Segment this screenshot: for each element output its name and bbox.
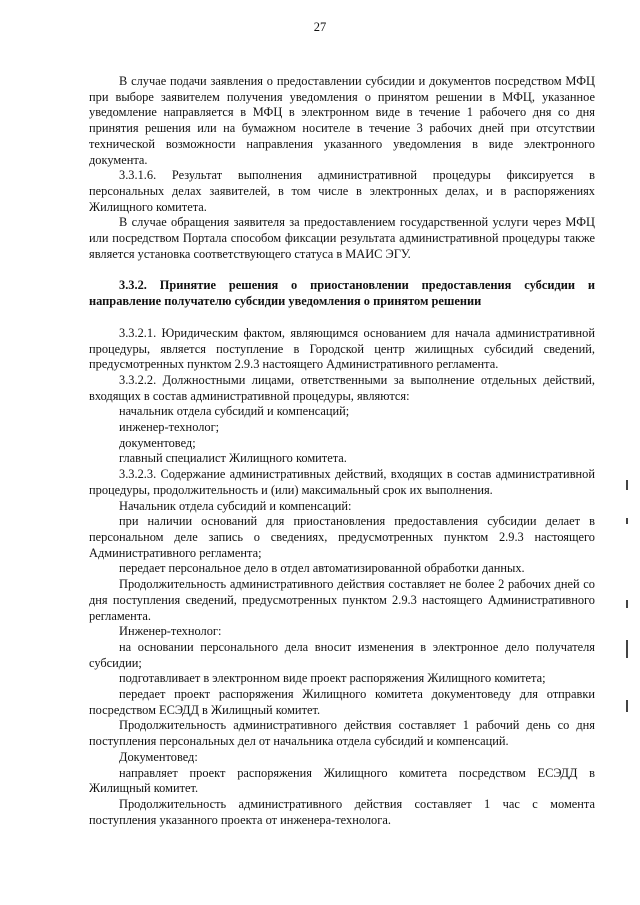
scan-margin-mark bbox=[626, 700, 628, 712]
paragraph: при наличии оснований для приостановления предоставления субсидии делает в персональном деле запись о сведениях, предусмотренных пунктом 2.9.3 настоящего Административного регламента; bbox=[89, 514, 595, 560]
paragraph: 3.3.2.3. Содержание административных действий, входящих в состав административной процедуры, продолжительность и (или) максимальный срок их выполнения. bbox=[89, 467, 595, 497]
paragraph: 3.3.2.2. Должностными лицами, ответственными за выполнение отдельных действий, входящих в состав административной процедуры, являются: bbox=[89, 372, 595, 403]
scan-margin-mark bbox=[626, 518, 628, 524]
scan-margin-mark bbox=[626, 600, 628, 608]
page-number: 27 bbox=[313, 20, 327, 34]
section-heading: 3.3.2. Принятие решения о приостановлении предоставления субсидии и направление получателю субсидии уведомления о принятом решении bbox=[89, 278, 595, 309]
list-item: документовед; bbox=[119, 435, 196, 450]
paragraph: передает проект распоряжения Жилищного комитета документоведу для отправки посредством ЕСЭДД в Жилищный комитет. bbox=[89, 687, 595, 717]
paragraph: Продолжительность административного действия составляет не более 2 рабочих дней со дня поступления сведений, предусмотренных пунктом 2.9.3 настоящего Административного регламента. bbox=[89, 577, 595, 623]
paragraph: В случае подачи заявления о предоставлении субсидии и документов посредством МФЦ при выборе заявителем получения уведомления о принятом решении в МФЦ, указанное уведомление направляется в МФЦ в электронном виде в течение 1 рабочего дня со дня принятия решения или на бумажном носителе в течение 3 рабочих дней при отсутствии технической возможности направления указанного уведомления в виде электронного документа. bbox=[89, 74, 595, 167]
scan-margin-mark bbox=[626, 640, 628, 658]
paragraph: В случае обращения заявителя за предоставлением государственной услуги через МФЦ или посредством Портала способом фиксации результата административной процедуры также является установка соответствующего статуса в МАИС ЭГУ. bbox=[89, 215, 595, 261]
paragraph: подготавливает в электронном виде проект распоряжения Жилищного комитета; bbox=[119, 671, 546, 686]
document-body bbox=[89, 74, 595, 828]
paragraph: на основании персонального дела вносит изменения в электронное дело получателя субсидии; bbox=[89, 639, 595, 670]
paragraph: Документовед: bbox=[119, 749, 198, 764]
paragraph: Инженер-технолог: bbox=[119, 624, 222, 639]
list-item: инженер-технолог; bbox=[119, 420, 220, 435]
scan-margin-mark bbox=[626, 480, 628, 490]
paragraph: передает персональное дело в отдел автоматизированной обработки данных. bbox=[119, 561, 525, 576]
paragraph: 3.3.1.6. Результат выполнения административной процедуры фиксируется в персональных делах заявителей, в том числе в электронных делах, и в распоряжениях Жилищного комитета. bbox=[89, 168, 595, 214]
paragraph: Продолжительность административного действия составляет 1 рабочий день со дня поступления персональных дел от начальника отдела субсидий и компенсаций. bbox=[89, 718, 595, 749]
list-item: главный специалист Жилищного комитета. bbox=[119, 451, 347, 466]
paragraph: направляет проект распоряжения Жилищного комитета посредством ЕСЭДД в Жилищный комитет. bbox=[89, 765, 595, 796]
list-item: начальник отдела субсидий и компенсаций; bbox=[119, 404, 350, 419]
paragraph: Начальник отдела субсидий и компенсаций: bbox=[119, 498, 352, 513]
paragraph: 3.3.2.1. Юридическим фактом, являющимся основанием для начала административной процедуры, является поступление в Городской центр жилищных субсидий сведений, предусмотренных пунктом 2.9.3 настоящего Административного регламента. bbox=[89, 325, 595, 372]
paragraph: Продолжительность административного действия составляет 1 час с момента поступления указанного проекта от инженера-технолога. bbox=[89, 796, 595, 827]
